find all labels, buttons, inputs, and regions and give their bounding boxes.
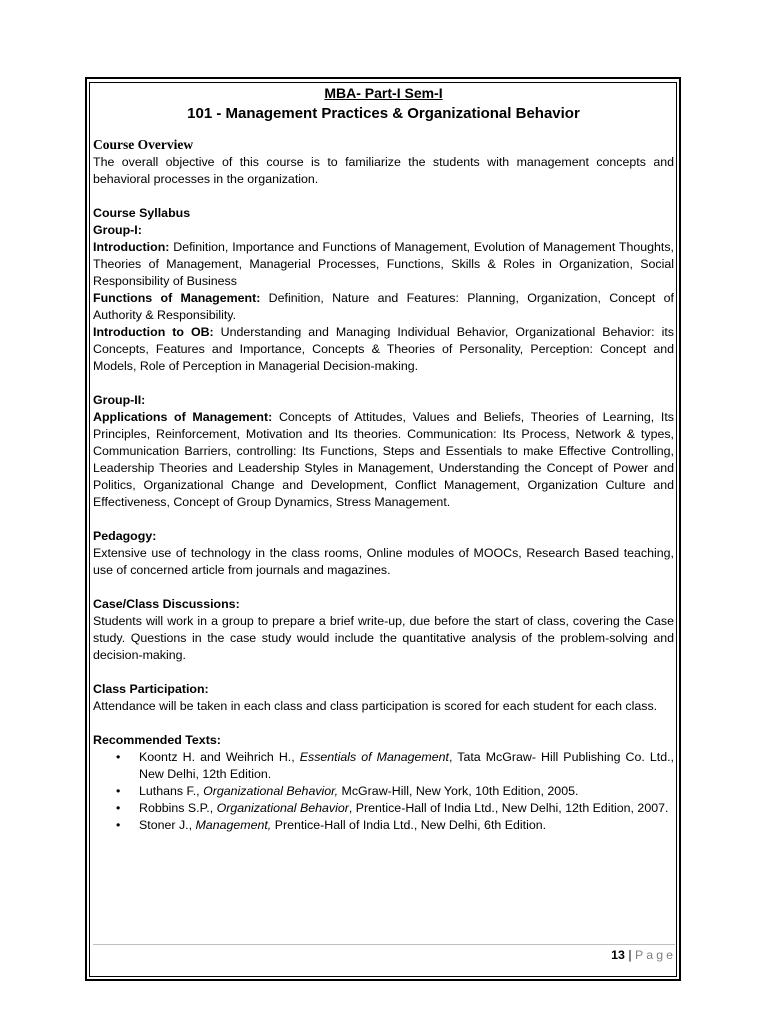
functions-label: Functions of Management: xyxy=(93,291,261,305)
syllabus-heading: Course Syllabus xyxy=(93,206,191,220)
course-title: 101 - Management Practices & Organizational Behavior xyxy=(187,105,580,122)
overview-heading: Course Overview xyxy=(93,137,194,152)
bullet-icon: • xyxy=(116,818,121,832)
bullet-icon: • xyxy=(116,750,121,764)
list-item: • Luthans F., Organizational Behavior, McGraw-Hill, New York, 10th Edition, 2005. xyxy=(116,784,579,798)
functions-paragraph xyxy=(93,290,674,324)
ob-text: Understanding and Managing Individual Behavior, Organizational Behavior: its Concepts, Features and Importance, Concepts & Theories of Personality, Perception: Concept and Models, Role of Perception in Managerial Decision-making. xyxy=(93,325,674,373)
page-footer xyxy=(611,947,676,964)
list-item: • Robbins S.P., Organizational Behavior, Prentice-Hall of India Ltd., New Delhi, 12th Edition, 2007. xyxy=(116,801,669,815)
list-item: • Stoner J., Management, Prentice-Hall of India Ltd., New Delhi, 6th Edition. xyxy=(116,818,547,832)
participation-text: Attendance will be taken in each class and class participation is scored for each student for each class. xyxy=(93,699,658,713)
document-body xyxy=(93,84,674,834)
group2-heading: Group-II: xyxy=(93,393,146,407)
introduction-label: Introduction: xyxy=(93,240,170,254)
case-text: Students will work in a group to prepare a brief write-up, due before the start of class, covering the Case study. Questions in the case study would include the quantitative analysis of the problem-solving and decision-making. xyxy=(93,614,674,662)
page-label: Page xyxy=(635,948,676,962)
pedagogy-text: Extensive use of technology in the class rooms, Online modules of MOOCs, Research Based teaching, use of concerned article from journals and magazines. xyxy=(93,546,674,577)
bullet-icon: • xyxy=(116,784,121,798)
ob-paragraph xyxy=(93,324,674,375)
functions-text: Definition, Nature and Features: Planning, Organization, Concept of Authority & Responsibility. xyxy=(93,291,674,322)
program-title: MBA- Part-I Sem-I xyxy=(324,85,443,101)
ob-label: Introduction to OB: xyxy=(93,325,214,339)
footer-divider xyxy=(93,944,675,945)
page-number: 13 xyxy=(611,948,625,962)
footer-separator: | xyxy=(624,948,636,962)
introduction-paragraph xyxy=(93,239,674,290)
applications-paragraph xyxy=(93,409,674,511)
list-item: • Koontz H. and Weihrich H., Essentials of Management, Tata McGraw- Hill Publishing Co. Ltd., New Delhi, 12th Edition. xyxy=(116,750,674,781)
texts-heading: Recommended Texts: xyxy=(93,733,221,747)
applications-text: Concepts of Attitudes, Values and Beliefs, Theories of Learning, Its Principles, Reinforcement, Motivation and Its theories. Communication: Its Process, Network & types, Communication Barriers, controlling: Its Functions, Steps and Essentials to make Effective Controlling, Leadership Theories and Leadership Styles in Management, Understanding the Concept of Power and Politics, Organizational Change and Development, Conflict Management, Organization Culture and Effectiveness, Concept of Group Dynamics, Stress Management. xyxy=(93,410,674,509)
group1-heading: Group-I: xyxy=(93,223,142,237)
overview-text: The overall objective of this course is to familiarize the students with management concepts and behavioral processes in the organization. xyxy=(93,155,674,186)
participation-heading: Class Participation: xyxy=(93,682,209,696)
pedagogy-heading: Pedagogy: xyxy=(93,529,157,543)
case-heading: Case/Class Discussions: xyxy=(93,597,240,611)
bullet-icon: • xyxy=(116,801,121,815)
applications-label: Applications of Management: xyxy=(93,410,273,424)
recommended-texts-list xyxy=(93,749,674,834)
introduction-text: Definition, Importance and Functions of Management, Evolution of Management Thoughts, Theories of Management, Managerial Processes, Functions, Skills & Roles in Organization, Social Responsibility of Business xyxy=(93,240,674,288)
